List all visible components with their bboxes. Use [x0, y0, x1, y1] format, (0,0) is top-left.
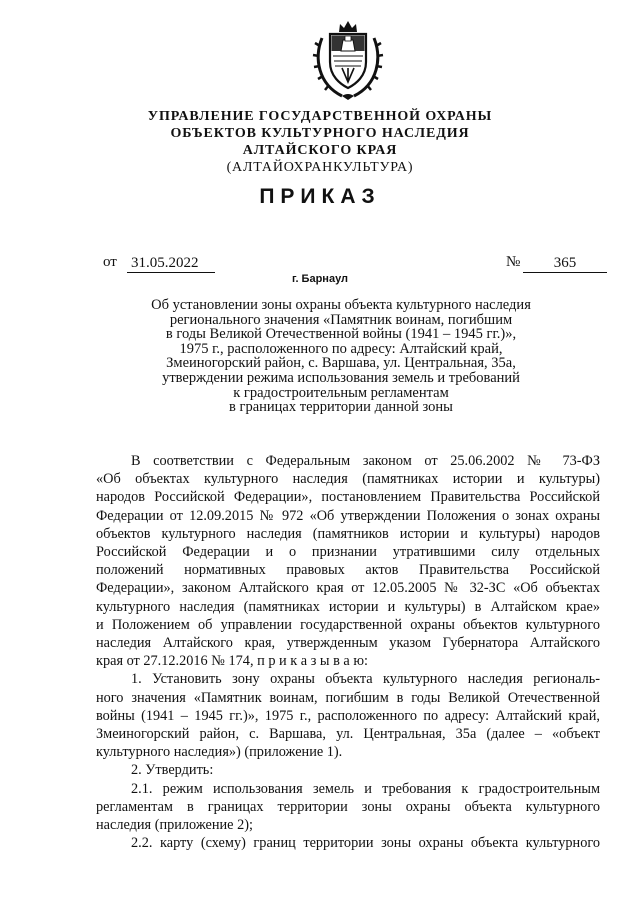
order-subject — [120, 298, 562, 415]
body-line: культурного наследия (памятниках истории и культуры) в Алтайском крае» — [96, 598, 600, 615]
date-prefix: от — [103, 254, 117, 270]
body-line: регламентам в границах территории зоны охраны объекта культурного — [96, 798, 600, 815]
body-line: 2. Утвердить: — [131, 762, 214, 779]
body-line: края от 27.12.2016 № 174, п р и к а з ы в а ю: — [96, 653, 369, 670]
body-line: наследия Алтайского края, утвержденным указом Губернатора Алтайского — [96, 635, 600, 652]
org-line-3: АЛТАЙСКОГО КРАЯ — [242, 143, 398, 158]
body-line: наследия (приложение 2); — [96, 817, 253, 834]
body-line: войны (1941 – 1945 гг.)», 1975 г., расположенного по адресу: Алтайский край, — [96, 707, 600, 724]
body-line: Российской Федерации и о признании утратившими силу отдельных — [96, 544, 600, 561]
preamble-paragraph — [96, 452, 600, 670]
body-line: и Положением об управлении государственной охраны объектов культурного — [96, 616, 600, 633]
subject-line: Об установлении зоны охраны объекта культурного наследия — [151, 297, 531, 313]
item-2-2-paragraph — [96, 834, 600, 852]
body-line: ного значения «Памятник воинам, погибшим в годы Великой Отечественной — [96, 689, 600, 706]
org-line-2: ОБЪЕКТОВ КУЛЬТУРНОГО НАСЛЕДИЯ — [170, 126, 470, 141]
number-prefix: № — [506, 254, 521, 270]
order-number: 365 — [523, 254, 607, 273]
body-line: объектов культурного наследия (памятников истории и культуры) народов — [96, 525, 600, 542]
city-name: г. Барнаул — [291, 273, 349, 285]
subject-line: Змеиногорский район, с. Варшава, ул. Центральная, 35а, — [166, 355, 516, 372]
item-2-paragraph — [96, 761, 600, 779]
item-1-paragraph — [96, 670, 600, 761]
subject-line: в границах территории данной зоны — [229, 399, 453, 416]
body-line: Федерации от 12.09.2015 № 972 «Об утверждении Положения о зонах охраны — [96, 507, 600, 524]
body-line: народов Российской Федерации», постановлением Правительства Российской — [96, 489, 600, 506]
org-line-1: УПРАВЛЕНИЕ ГОСУДАРСТВЕННОЙ ОХРАНЫ — [147, 109, 493, 124]
body-line: «Об объектах культурного наследия (памятниках истории и культуры) — [96, 471, 600, 488]
body-line: 1. Установить зону охраны объекта культурного наследия региональ- — [131, 671, 600, 688]
org-abbreviation: (АЛТАЙОХРАНКУЛЬТУРА) — [226, 160, 414, 175]
subject-line: утверждении режима использования земель и требований — [162, 369, 520, 386]
organization-name — [0, 108, 640, 176]
body-line: положений нормативных правовых актов Правительства Российской — [96, 562, 600, 579]
subject-line: регионального значения «Памятник воинам, погибшим — [169, 311, 513, 328]
subject-line: в годы Великой Отечественной войны (1941 – 1945 гг.)», — [165, 326, 517, 343]
body-line: 2.2. карту (схему) границ территории зоны охраны объекта культурного — [131, 835, 600, 852]
order-body — [96, 452, 600, 852]
item-2-1-paragraph — [96, 780, 600, 835]
order-date: 31.05.2022 — [127, 254, 215, 273]
subject-line: 1975 г., расположенного по адресу: Алтайский край, — [179, 340, 503, 357]
body-line: Змеиногорский район, с. Варшава, ул. Центральная, 35а (далее – «объект — [96, 726, 600, 743]
body-line: В соответствии с Федеральным законом от 25.06.2002 № 73-ФЗ — [131, 453, 600, 469]
subject-line: к градостроительным регламентам — [233, 384, 449, 401]
body-line: Федерации», законом Алтайского края от 12.05.2005 № 32-ЗС «Об объектах — [96, 580, 600, 597]
document-type-title: ПРИКАЗ — [259, 185, 381, 208]
body-line: культурного наследия») (приложение 1). — [96, 744, 343, 761]
coat-of-arms-emblem — [312, 18, 384, 100]
body-line: 2.1. режим использования земель и требования к градостроительным — [131, 780, 600, 797]
